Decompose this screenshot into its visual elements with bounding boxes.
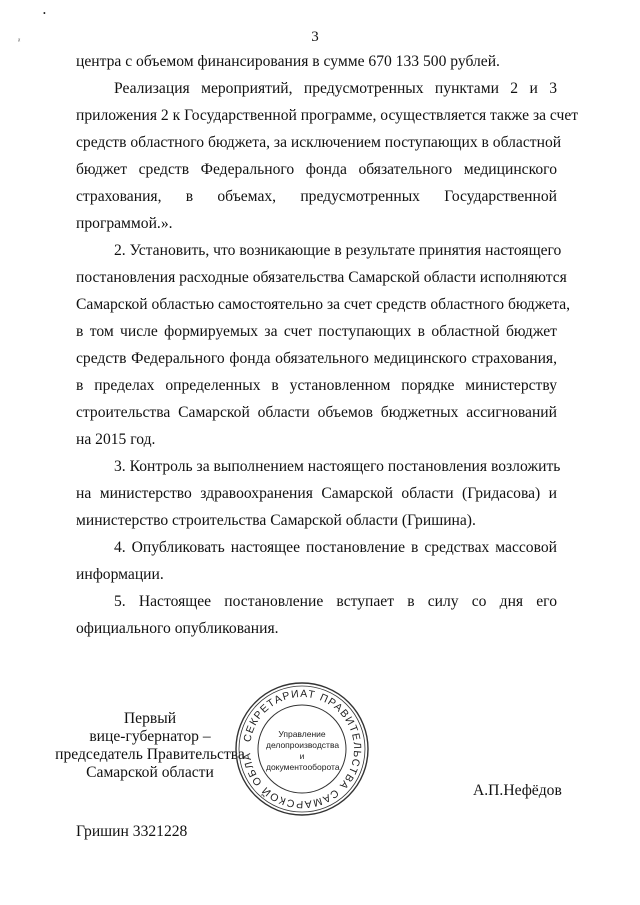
text-line: приложения 2 к Государственной программе, осуществляется также за счет bbox=[76, 107, 579, 124]
text-line: программой.». bbox=[76, 215, 173, 232]
text-line: средств Федерального фонда обязательного медицинского страхования, bbox=[76, 350, 557, 367]
signer-title-line: вице-губернатор – bbox=[89, 728, 211, 745]
executor-note: Гришин 3321228 bbox=[76, 823, 188, 840]
text-line: Реализация мероприятий, предусмотренных пунктами 2 и 3 bbox=[114, 80, 557, 97]
stamp-inner-line: и документооборота bbox=[266, 751, 340, 772]
text-line: бюджет средств Федерального фонда обязательного медицинского bbox=[76, 161, 557, 178]
text-line: министерство строительства Самарской области (Гришина). bbox=[76, 512, 476, 529]
page-number: 3 bbox=[311, 29, 319, 45]
official-stamp bbox=[233, 680, 371, 818]
stamp-inner-line: Управление bbox=[278, 729, 326, 739]
text-line: в пределах определенных в установленном порядке министерству bbox=[76, 377, 557, 394]
text-line: постановления расходные обязательства Самарской области исполняются bbox=[76, 269, 567, 286]
text-line: строительства Самарской области объемов бюджетных ассигнований bbox=[76, 404, 557, 421]
text-line: 5. Настоящее постановление вступает в силу со дня его bbox=[114, 593, 557, 610]
text-line: средств областного бюджета, за исключением поступающих в областной bbox=[76, 134, 562, 151]
scan-speck: ᵪ bbox=[18, 33, 21, 42]
text-line: Самарской областью самостоятельно за счет средств областного бюджета, bbox=[76, 296, 571, 313]
text-line: в том числе формируемых за счет поступающих в областной бюджет bbox=[76, 323, 557, 340]
stamp-inner-line: делопроизводства bbox=[266, 740, 340, 750]
text-line: 4. Опубликовать настоящее постановление в средствах массовой bbox=[114, 539, 557, 556]
signer-title-line: Первый bbox=[123, 710, 177, 727]
text-line: страхования, в объемах, предусмотренных Государственной bbox=[76, 188, 557, 205]
scan-speck: • bbox=[43, 9, 46, 18]
text-line: официального опубликования. bbox=[76, 620, 279, 637]
text-line: на 2015 год. bbox=[76, 431, 156, 448]
text-line: 3. Контроль за выполнением настоящего постановления возложить bbox=[114, 458, 561, 475]
text-line: 2. Установить, что возникающие в результате принятия настоящего bbox=[114, 242, 562, 259]
stamp-inner-text bbox=[266, 729, 338, 773]
signer-name: А.П.Нефёдов bbox=[473, 782, 562, 799]
signer-title-line: председатель Правительства bbox=[55, 746, 245, 763]
text-line: центра с объемом финансирования в сумме 670 133 500 рублей. bbox=[76, 53, 500, 70]
stamp-ring-text: СЕКРЕТАРИАТ ПРАВИТЕЛЬСТВА САМАРСКОЙ ОБЛА bbox=[241, 687, 364, 811]
signer-title-line: Самарской области bbox=[86, 764, 214, 781]
text-line: на министерство здравоохранения Самарской области (Гридасова) и bbox=[76, 485, 557, 502]
text-line: информации. bbox=[76, 566, 164, 583]
